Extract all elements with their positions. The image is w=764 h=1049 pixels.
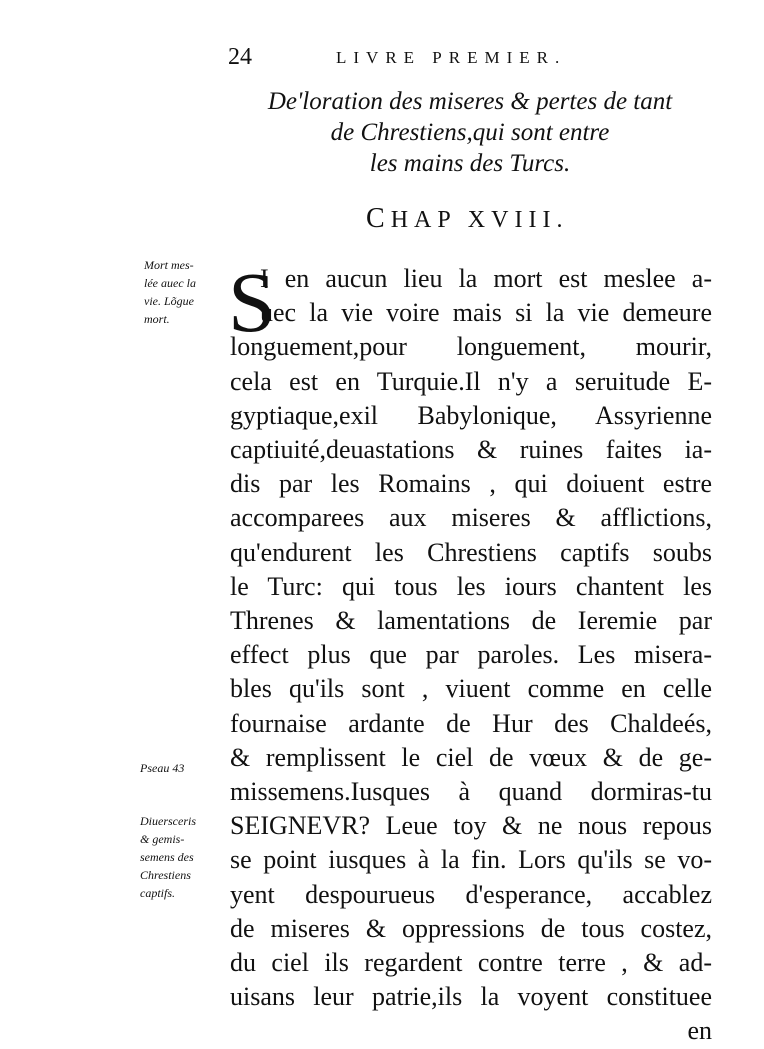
- body-line: & remplissent le ciel de vœux & de ge-: [230, 742, 712, 772]
- title-line: de Chrestiens,qui sont entre: [330, 119, 610, 146]
- body-line: se point iusques à la fin. Lors qu'ils se vo-: [230, 845, 712, 875]
- running-title: LIVRE PREMIER.: [336, 48, 567, 67]
- margin-note-psalm: [140, 759, 184, 777]
- title-line: les mains des Turcs.: [369, 150, 571, 177]
- catchword: en: [687, 1016, 712, 1046]
- body-line: qu'endurent les Chrestiens captifs soubs: [230, 537, 712, 567]
- body-line: uisans leur patrie,ils la voyent constituee: [230, 982, 712, 1012]
- chapter-heading-rest: HAP XVIII.: [390, 207, 569, 233]
- body-line: de miseres & oppressions de tous costez,: [230, 913, 712, 943]
- body-line: SEIGNEVR? Leue toy & ne nous repous: [230, 811, 712, 841]
- body-line: missemens.Iusques à quand dormiras-tu: [230, 777, 712, 807]
- margin-note-line: captifs.: [140, 886, 175, 900]
- margin-note-line: Pseau 43: [140, 761, 185, 775]
- margin-note-diuersceris: [140, 812, 196, 902]
- body-text: [230, 262, 712, 1049]
- body-line: le Turc: qui tous les iours chantent les: [230, 571, 712, 601]
- body-line: longuement,pour longuement, mourir,: [230, 332, 712, 362]
- body-line: uec la vie voire mais si la vie demeure: [260, 298, 712, 328]
- margin-note-line: lée auec la: [144, 276, 196, 290]
- margin-note-line: mort.: [144, 312, 170, 326]
- chapter-heading: [366, 203, 568, 235]
- page-number: 24: [228, 44, 252, 70]
- margin-note-line: Chrestiens: [140, 868, 191, 882]
- body-line: yent despourueus d'esperance, accablez: [230, 879, 712, 909]
- margin-note-line: semens des: [140, 850, 194, 864]
- body-line: accomparees aux miseres & afflictions,: [230, 503, 712, 533]
- chapter-title: [190, 86, 750, 179]
- body-line: effect plus que par paroles. Les misera-: [230, 640, 712, 670]
- body-line: du ciel ils regardent contre terre , & ad-: [230, 948, 712, 978]
- margin-note-mort: [144, 256, 196, 328]
- title-line: De'loration des miseres & pertes de tant: [267, 88, 673, 115]
- body-line: captiuité,deuastations & ruines faites ia-: [230, 435, 712, 465]
- drop-cap: S: [228, 254, 276, 350]
- chapter-heading-initial: C: [366, 203, 391, 234]
- body-line: cela est en Turquie.Il n'y a seruitude E-: [230, 366, 712, 396]
- body-line: bles qu'ils sont , viuent comme en celle: [230, 674, 712, 704]
- margin-note-line: Mort mes-: [144, 258, 194, 272]
- body-line: dis par les Romains , qui doiuent estre: [230, 469, 712, 499]
- body-line: I en aucun lieu la mort est meslee a-: [260, 264, 712, 293]
- body-line: gyptiaque,exil Babylonique, Assyrienne: [230, 400, 712, 430]
- margin-note-line: vie. Lõgue: [144, 294, 194, 308]
- margin-note-line: & gemis-: [140, 832, 185, 846]
- body-line: Threnes & lamentations de Ieremie par: [230, 606, 712, 636]
- margin-note-line: Diuersceris: [140, 814, 196, 828]
- body-line: fournaise ardante de Hur des Chaldeés,: [230, 708, 712, 738]
